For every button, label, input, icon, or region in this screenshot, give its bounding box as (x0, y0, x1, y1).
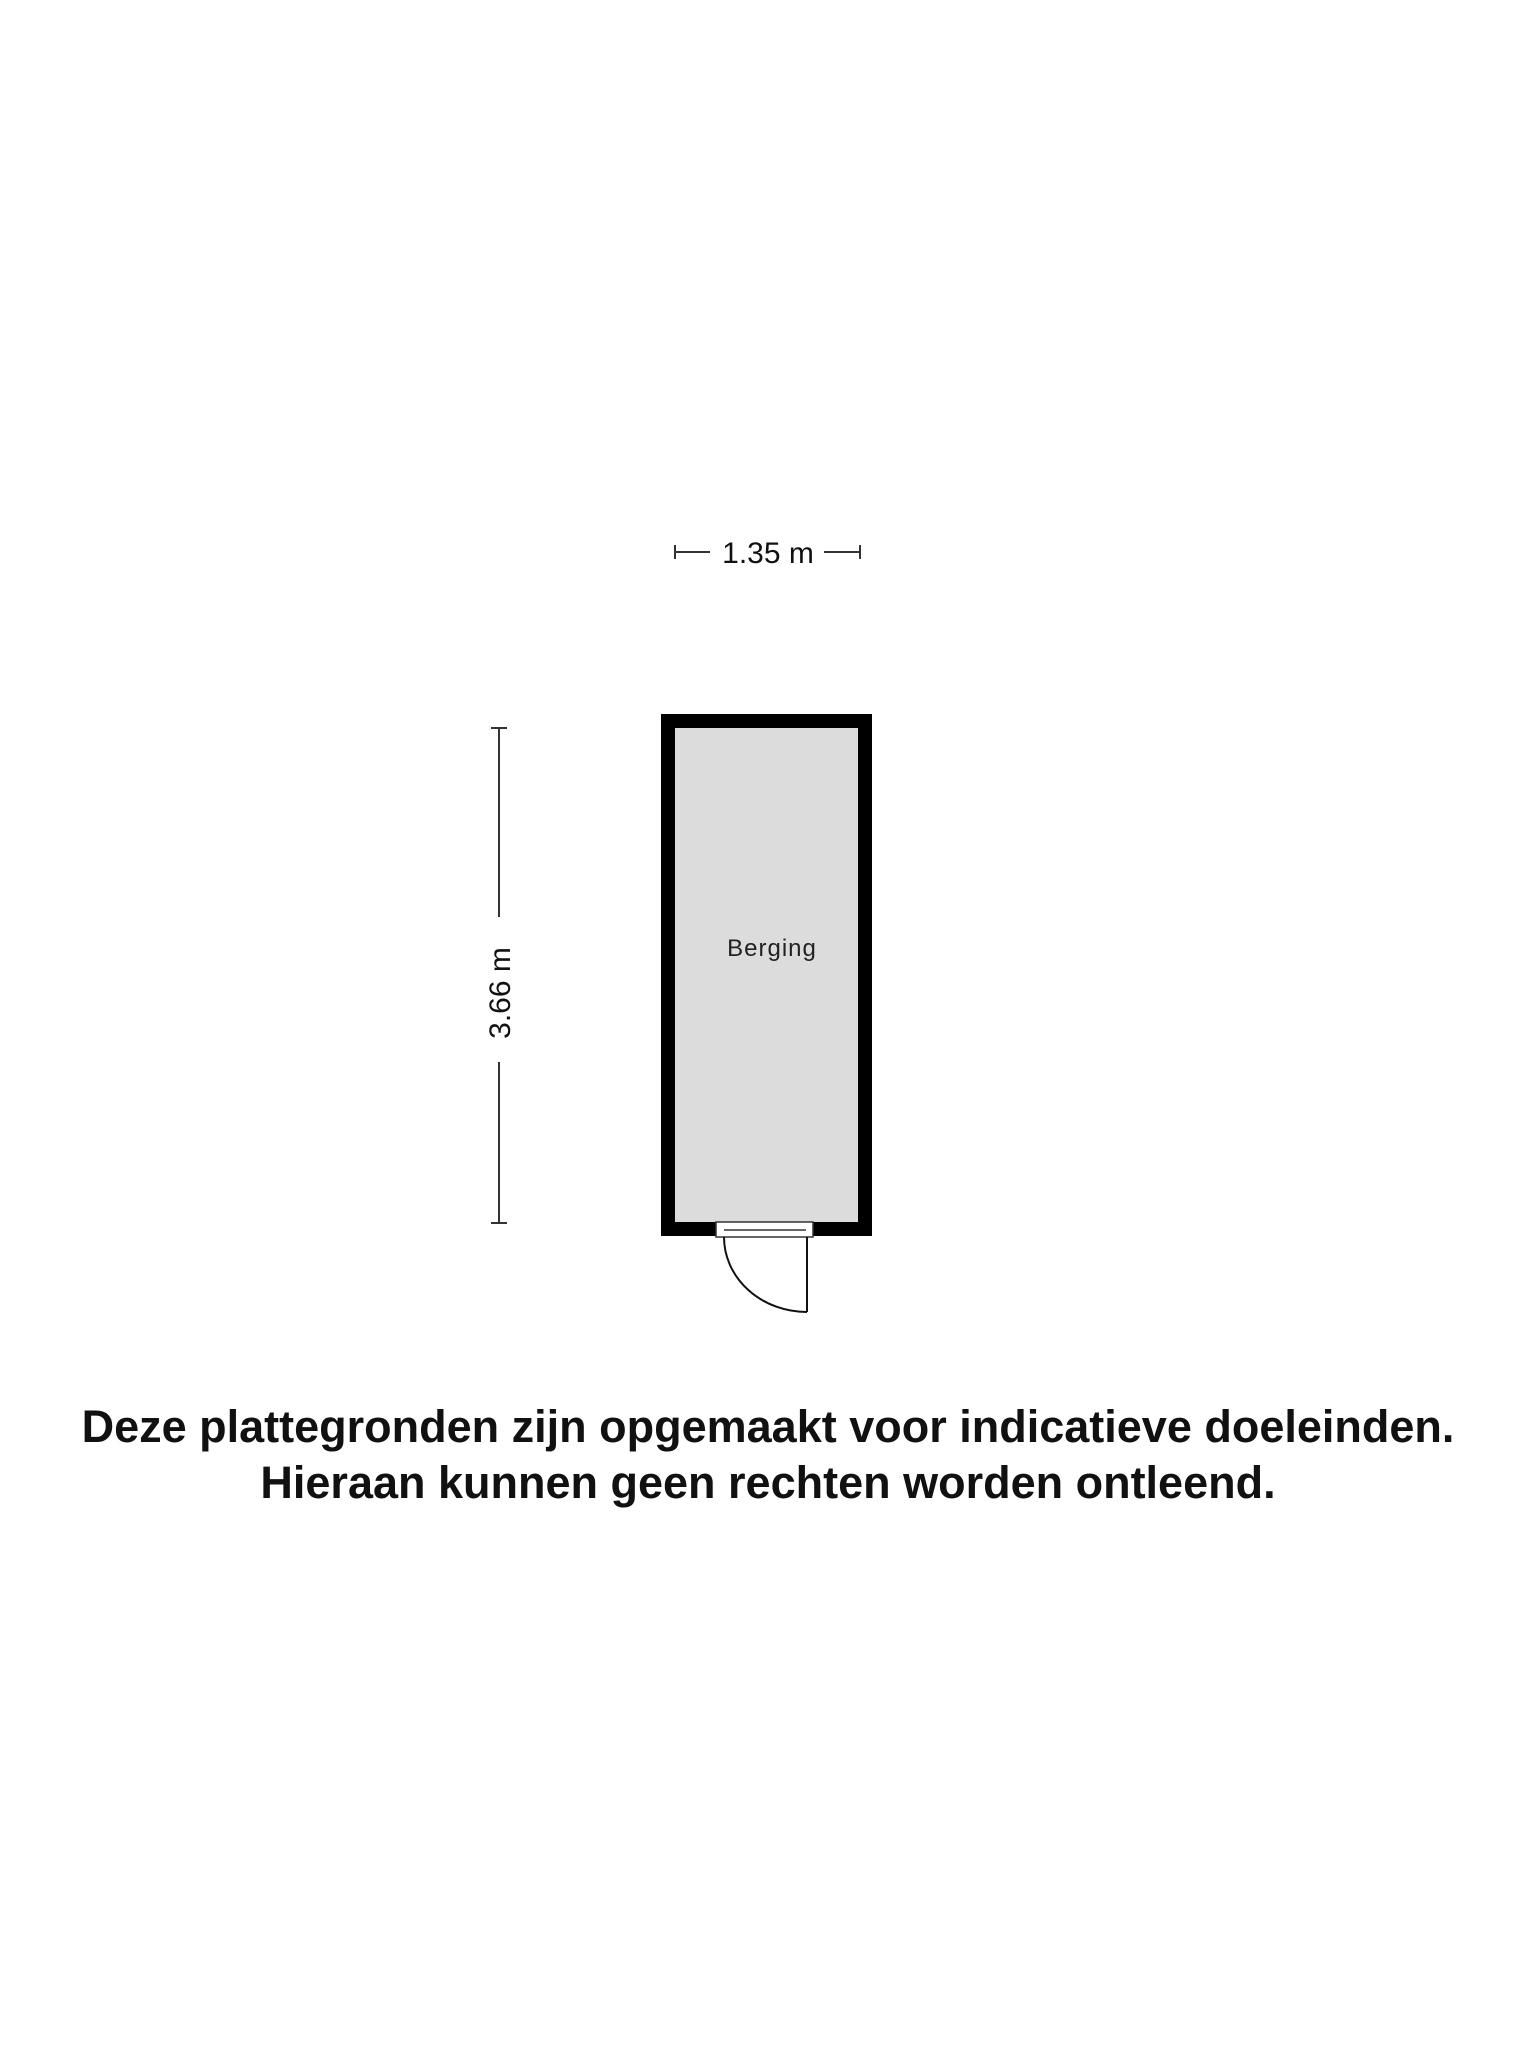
room-floor (675, 728, 858, 1222)
disclaimer-line-1: Deze plattegronden zijn opgemaakt voor indicatieve doeleinden. (81, 1401, 1455, 1452)
room-label: Berging (727, 935, 817, 962)
width-dimension (675, 537, 860, 570)
height-dimension-label: 3.66 m (484, 947, 517, 1039)
disclaimer-line-2: Hieraan kunnen geen rechten worden ontleend. (260, 1457, 1276, 1508)
door-swing-arc (724, 1237, 807, 1312)
room-berging (661, 714, 872, 1236)
door (716, 1222, 813, 1312)
width-dimension-label: 1.35 m (722, 537, 814, 570)
height-dimension (484, 728, 517, 1223)
